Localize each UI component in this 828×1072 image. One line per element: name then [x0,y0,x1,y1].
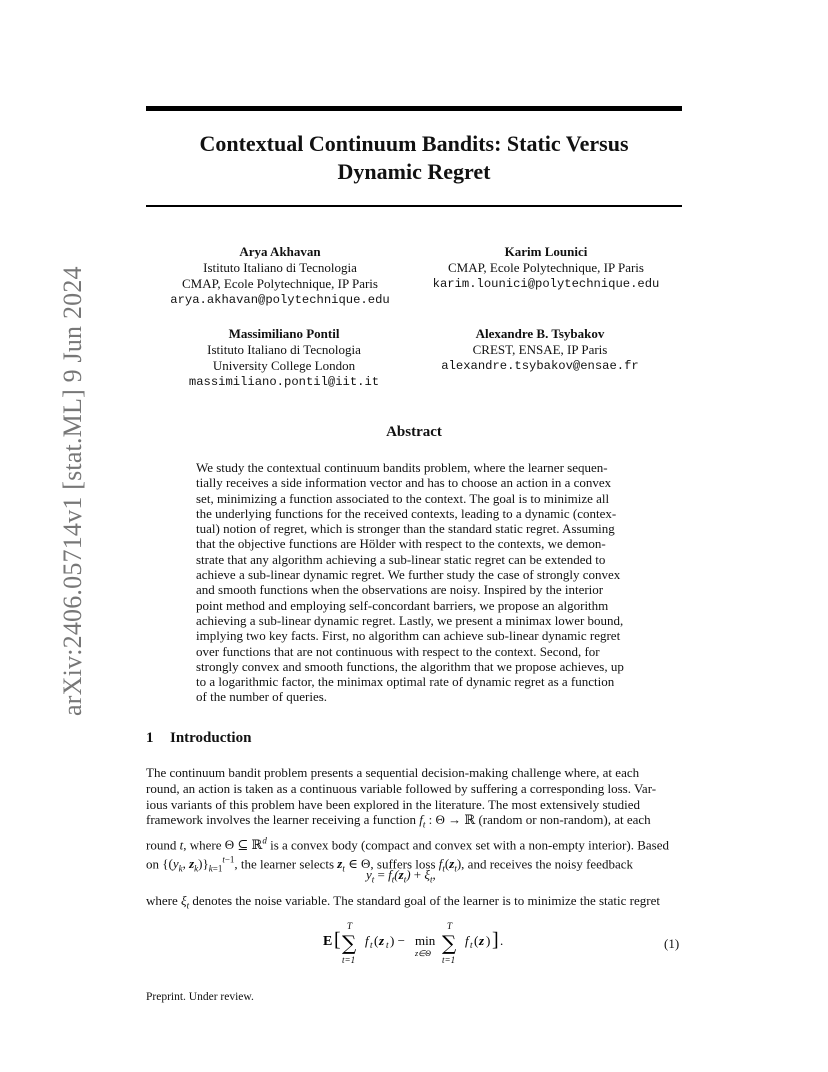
intro-text: , the learner selects [234,856,338,872]
intro-text: , where [183,837,225,853]
intro-paragraph [146,765,682,878]
abstract-line: that the objective functions are Hölder with respect to the contexts, we demon- [196,536,606,552]
intro-line: The continuum bandit problem presents a sequential decision-making challenge where, at each [146,765,640,780]
intro-text: where [146,893,182,908]
math-inline: t [179,837,184,853]
author-block-2 [406,244,686,292]
svg-text:z: z [479,933,485,948]
math-inline: $f_t$ : Θ → ℝ [419,812,476,830]
math-inline: $\xi_t$ [181,893,190,911]
svg-text:) −: ) − [390,933,405,948]
author-name: Massimiliano Pontil [228,326,340,341]
section-number: 1 [146,730,154,746]
svg-text:∑: ∑ [342,931,357,955]
intro-line: ious variants of this problem have been explored in the literature. The most extensively studied [146,796,640,812]
svg-text:t=1: t=1 [342,955,356,965]
math-inline: {($y_k$, $z_k)\}_{k=1}^{t-1}$ [162,854,235,874]
paper-title [146,130,682,186]
author-block-1 [140,244,420,308]
author-name: Alexandre B. Tsybakov [475,326,605,341]
abstract-line: of the number of queries. [196,689,328,705]
author-block-4 [400,326,680,374]
author-email[interactable]: massimiliano.pontil@iit.it [188,375,380,389]
title-line-1: Contextual Continuum Bandits: Static Versus [199,131,629,156]
abstract-line: set, minimizing a function associated to the context. The goal is to minimize all [196,490,610,506]
intro-text: framework involves the learner receiving a function [146,812,420,828]
svg-text:∑: ∑ [442,931,457,955]
svg-text:t: t [386,940,389,950]
title-top-rule [146,106,682,111]
author-email[interactable]: arya.akhavan@polytechnique.edu [170,293,390,307]
svg-text:f: f [465,933,469,948]
svg-text:): ) [486,933,491,948]
svg-text:min: min [415,933,436,948]
author-affiliation: Istituto Italiano di Tecnologia [207,342,361,357]
intro-text: on [146,856,163,872]
static-regret-equation [320,918,520,968]
math-inline: Θ ⊆ ℝ$^d$ [224,835,267,853]
abstract-line: strate that any algorithm achieving a sub-linear static regret can be extended to [196,551,606,567]
intro-line [146,812,682,833]
section-heading [146,730,251,747]
abstract-line: over functions that are not continuous with respect to the context. Second, for [196,643,600,659]
svg-text:(: ( [474,933,479,948]
svg-text:t=1: t=1 [442,955,456,965]
intro-text: denotes the noise variable. The standard goal of the learner is to minimize the static regret [189,893,660,908]
svg-text:[: [ [334,929,341,951]
svg-text:]: ] [492,929,499,951]
arxiv-side-stamp: arXiv:2406.05714v1 [stat.ML] 9 Jun 2024 [58,266,87,716]
abstract-line: strongly convex and smooth functions, the algorithm that we propose achieves, up [196,658,624,674]
intro-text: round [146,837,180,853]
regret-intro-line [146,893,682,914]
abstract-line: We study the contextual continuum bandits problem, where the learner sequen- [196,460,608,475]
intro-text: is a convex body (compact and convex set with a non-empty interior). Based [266,837,669,853]
author-block-3 [144,326,424,390]
abstract-line: tual) notion of regret, which is stronger than the standard static regret. Assuming [196,521,615,537]
author-affiliation: Istituto Italiano di Tecnologia [203,260,357,275]
svg-text:z∈Θ: z∈Θ [415,949,431,958]
footer-note: Preprint. Under review. [146,991,254,1003]
math-inline: $z_t$ ∈ Θ [337,856,371,874]
abstract-line: the underlying functions for the received contexts, leading to a dynamic (contex- [196,505,617,521]
author-name: Arya Akhavan [239,244,321,259]
author-name: Karim Lounici [504,244,588,259]
section-title: Introduction [170,730,252,746]
svg-text:T: T [347,921,353,931]
abstract-line: implying two key facts. First, no algorithm can achieve sub-linear dynamic regret [196,628,621,644]
svg-text:t: t [470,940,473,950]
abstract-line: achieving a sub-linear dynamic regret. Lastly, we present a minimax lower bound, [196,612,624,628]
intro-text: , suffers loss [370,856,439,872]
intro-text: , and receives the noisy feedback [461,856,633,872]
abstract-body [196,460,633,705]
svg-text:T: T [447,921,453,931]
equation-number: (1) [664,936,680,951]
author-affiliation: CREST, ENSAE, IP Paris [472,342,608,357]
abstract-line: point method and employing self-concordant barriers, we propose an algorithm [196,597,609,613]
svg-text:.: . [500,933,504,948]
feedback-equation: $y_t = f_t(z_t) + \xi_t$, [366,867,436,885]
title-line-2: Dynamic Regret [337,159,491,184]
abstract-line: to a logarithmic factor, the minimax optimal rate of dynamic regret as a function [196,674,615,690]
author-affiliation: CMAP, Ecole Polytechnique, IP Paris [448,260,644,275]
author-affiliation: CMAP, Ecole Polytechnique, IP Paris [182,276,378,291]
title-bottom-rule [146,205,682,207]
svg-text:t: t [370,940,373,950]
svg-text:f: f [365,933,369,948]
svg-text:(: ( [374,933,379,948]
abstract-heading: Abstract [386,424,442,440]
intro-line: round, an action is taken as a continuous variable followed by suffering a corresponding loss. Var- [146,780,657,796]
svg-text:z: z [379,933,385,948]
intro-line [146,834,682,853]
intro-text: (random or non-random), at each [475,812,651,828]
svg-text:E: E [323,934,333,949]
abstract-line: achieve a sub-linear dynamic regret. We further study the case of strongly convex [196,567,621,583]
author-email[interactable]: alexandre.tsybakov@ensae.fr [441,359,639,373]
abstract-line: and smooth functions when the observations are noisy. Inspired by the interior [196,582,604,598]
author-affiliation: University College London [212,358,356,373]
author-email[interactable]: karim.lounici@polytechnique.edu [432,277,660,291]
abstract-line: tially receives a side information vector and has to choose an action in a convex [196,475,612,491]
math-inline: $f_t(z_t)$ [438,856,462,874]
